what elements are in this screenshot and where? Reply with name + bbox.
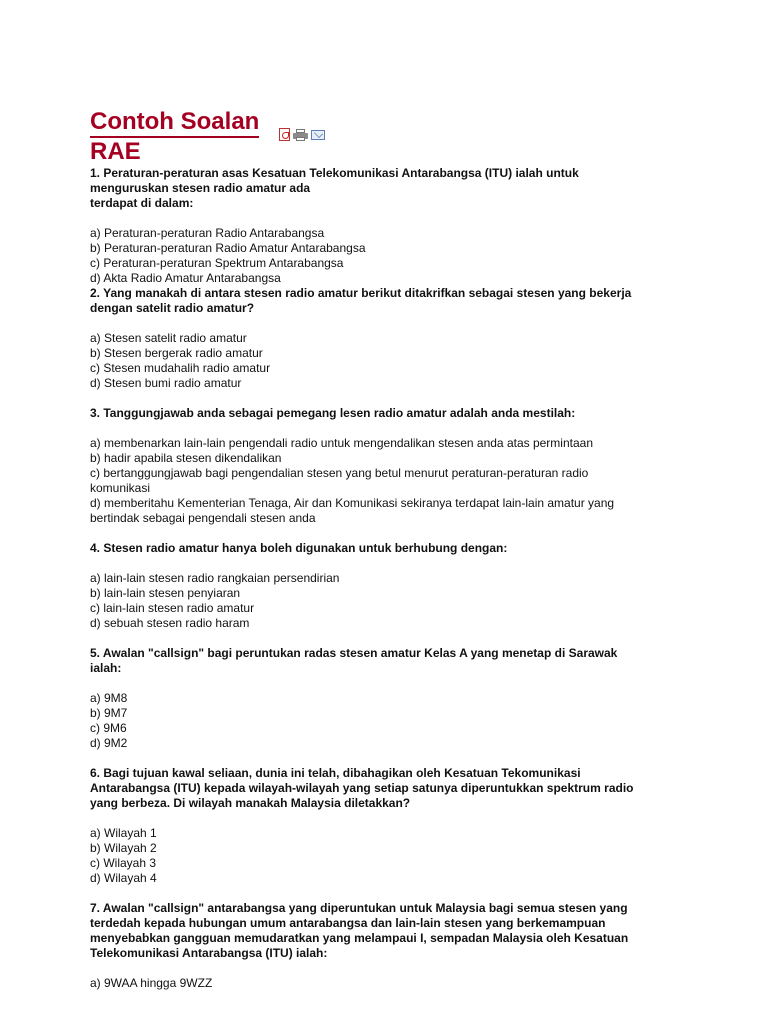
page-title[interactable] — [90, 108, 275, 166]
email-icon[interactable] — [311, 130, 325, 140]
option-c: c) bertanggungjawab bagi pengendalian stesen yang betul menurut peraturan-peraturan radio — [90, 466, 589, 480]
question-text: 5. Awalan "callsign" bagi peruntukan radas stesen amatur Kelas A yang menetap di Sarawak — [90, 646, 618, 660]
question-4 — [90, 541, 680, 631]
questions-content — [90, 166, 680, 991]
option-a: a) Wilayah 1 — [90, 826, 157, 840]
question-text: terdapat di dalam: — [90, 196, 194, 210]
title-row — [90, 108, 690, 166]
option-c: c) lain-lain stesen radio amatur — [90, 601, 255, 615]
option-a: a) 9WAA hingga 9WZZ — [90, 976, 213, 990]
question-text: 3. Tanggungjawab anda sebagai pemegang lesen radio amatur adalah anda mestilah: — [90, 406, 576, 420]
question-text: 7. Awalan "callsign" antarabangsa yang diperuntukan untuk Malaysia bagi semua stesen yang — [90, 901, 628, 915]
question-text: 2. Yang manakah di antara stesen radio amatur berikut ditakrifkan sebagai stesen yang bekerja — [90, 286, 632, 300]
question-text: Antarabangsa (ITU) kepada wilayah-wilayah yang setiap satunya diperuntukkan spektrum radio — [90, 781, 634, 795]
option-d: d) Akta Radio Amatur Antarabangsa — [90, 271, 281, 285]
question-text: menyebabkan gangguan memudaratkan yang melampaui I, sempadan Malaysia oleh Kesatuan — [90, 931, 629, 945]
option-d: d) sebuah stesen radio haram — [90, 616, 250, 630]
option-c: c) Stesen mudahalih radio amatur — [90, 361, 271, 375]
option-c-continued: komunikasi — [90, 481, 151, 495]
option-d: d) Wilayah 4 — [90, 871, 157, 885]
option-a: a) 9M8 — [90, 691, 128, 705]
question-text: dengan satelit radio amatur? — [90, 301, 255, 315]
question-text: menguruskan stesen radio amatur ada — [90, 181, 311, 195]
option-b: b) hadir apabila stesen dikendalikan — [90, 451, 282, 465]
option-c: c) Peraturan-peraturan Spektrum Antarabangsa — [90, 256, 344, 270]
question-text: terdedah kepada hubungan umum antarabangsa dan lain-lain stesen yang berkemampuan — [90, 916, 606, 930]
title-line-1[interactable]: Contoh Soalan — [90, 108, 259, 138]
option-b: b) 9M7 — [90, 706, 128, 720]
option-d: d) 9M2 — [90, 736, 128, 750]
question-6 — [90, 766, 680, 886]
pdf-icon[interactable] — [279, 128, 290, 141]
question-text: yang berbeza. Di wilayah manakah Malaysia diletakkan? — [90, 796, 411, 810]
option-a: a) Peraturan-peraturan Radio Antarabangsa — [90, 226, 325, 240]
question-2 — [90, 286, 680, 391]
option-a: a) lain-lain stesen radio rangkaian persendirian — [90, 571, 340, 585]
question-5 — [90, 646, 680, 751]
question-text: Telekomunikasi Antarabangsa (ITU) ialah: — [90, 946, 328, 960]
print-icon[interactable] — [293, 129, 308, 141]
question-7 — [90, 901, 680, 991]
option-b: b) Wilayah 2 — [90, 841, 157, 855]
option-c: c) 9M6 — [90, 721, 127, 735]
question-text: ialah: — [90, 661, 122, 675]
option-d: d) Stesen bumi radio amatur — [90, 376, 242, 390]
option-b: b) Peraturan-peraturan Radio Amatur Antarabangsa — [90, 241, 366, 255]
option-d-continued: bertindak sebagai pengendali stesen anda — [90, 511, 316, 525]
option-a: a) membenarkan lain-lain pengendali radio untuk mengendalikan stesen anda atas permintaan — [90, 436, 593, 450]
question-text: 1. Peraturan-peraturan asas Kesatuan Telekomunikasi Antarabangsa (ITU) ialah untuk — [90, 166, 579, 180]
document-page — [90, 108, 690, 991]
question-3 — [90, 406, 680, 526]
option-c: c) Wilayah 3 — [90, 856, 157, 870]
option-b: b) lain-lain stesen penyiaran — [90, 586, 241, 600]
question-1 — [90, 166, 680, 286]
question-text: 4. Stesen radio amatur hanya boleh digunakan untuk berhubung dengan: — [90, 541, 508, 555]
option-b: b) Stesen bergerak radio amatur — [90, 346, 263, 360]
title-icons — [279, 128, 325, 141]
question-text: 6. Bagi tujuan kawal seliaan, dunia ini telah, dibahagikan oleh Kesatuan Tekomunikasi — [90, 766, 581, 780]
title-line-2[interactable]: RAE — [90, 138, 141, 165]
option-d: d) memberitahu Kementerian Tenaga, Air dan Komunikasi sekiranya terdapat lain-lain amatur yang — [90, 496, 615, 510]
option-a: a) Stesen satelit radio amatur — [90, 331, 247, 345]
